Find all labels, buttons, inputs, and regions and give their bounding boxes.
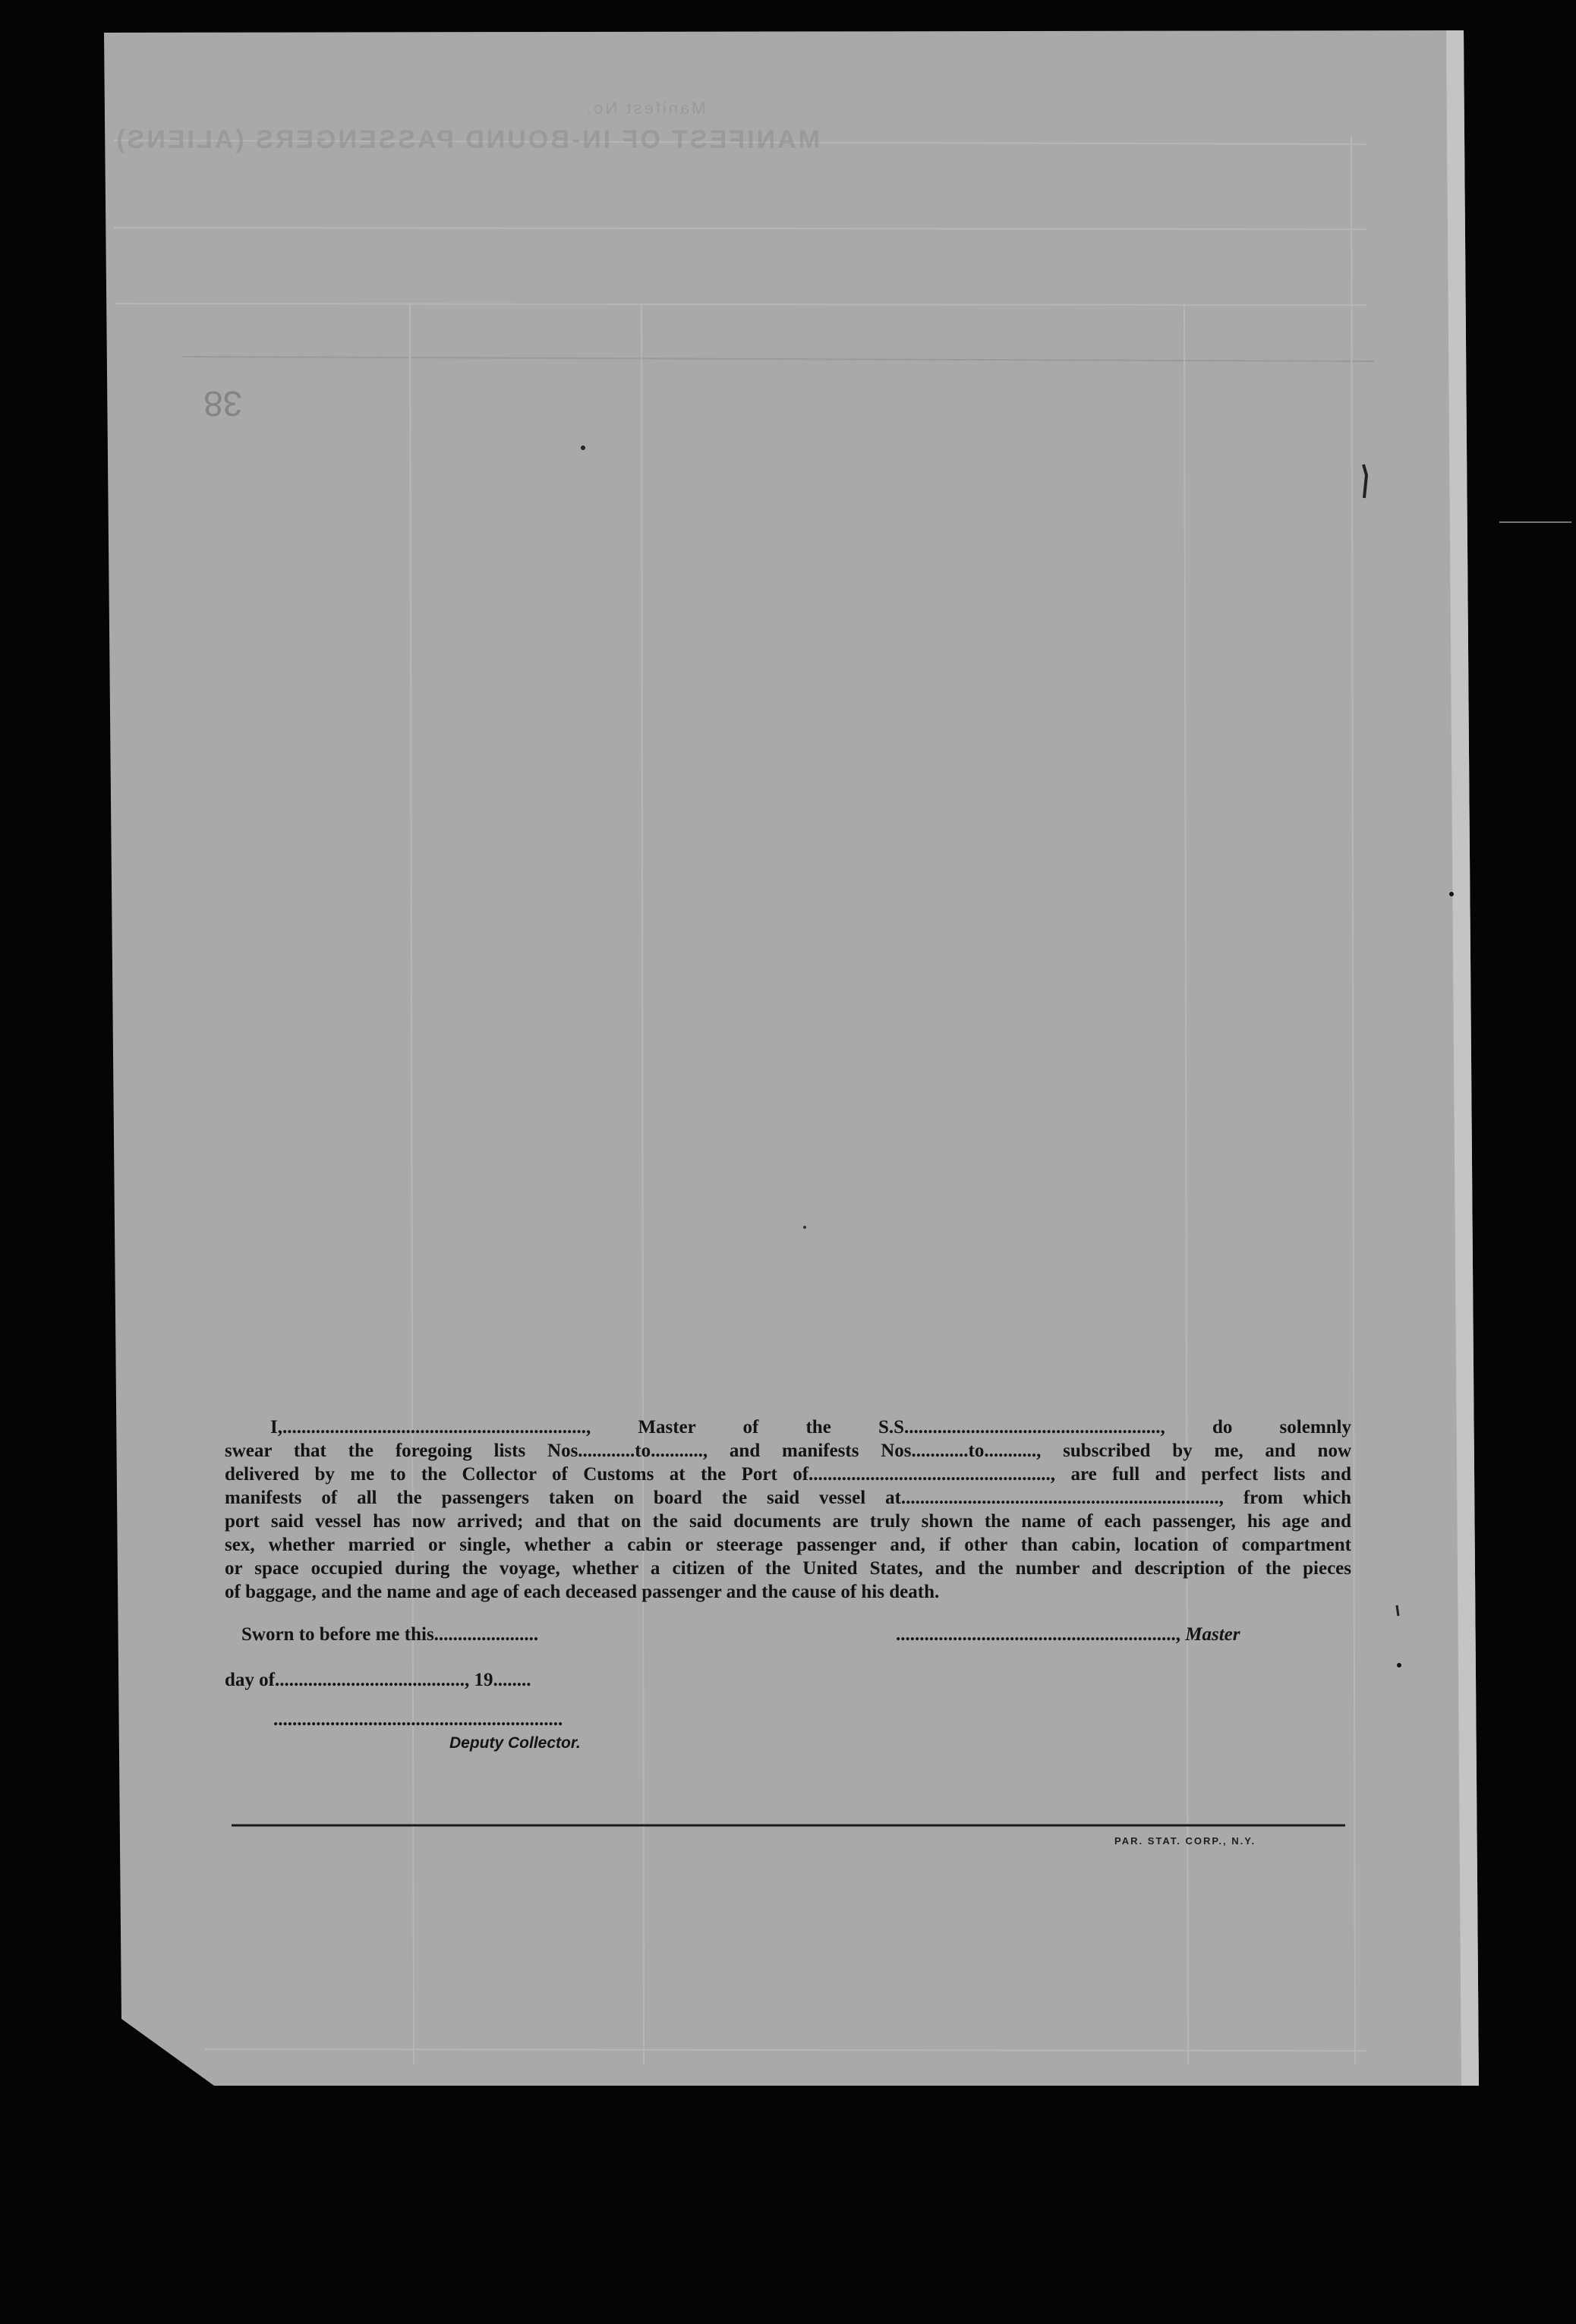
bleed-through-manifest-no: Manifest No. xyxy=(585,99,706,118)
oath-line: I,................................................................, Master of the S.S......................................................, do solemnly xyxy=(270,1417,1351,1438)
master-signature-dots: ..........................................................., xyxy=(896,1624,1180,1645)
oath-line: delivered by me to the Collector of Customs at the Port of..................................................., are full and perfect lists and xyxy=(225,1464,1351,1485)
master-label: Master xyxy=(1185,1624,1240,1645)
oath-line: or space occupied during the voyage, whether a citizen of the United States, and the number and description of the pieces xyxy=(225,1558,1351,1579)
master-signature-line xyxy=(896,1624,1240,1645)
oath-line: port said vessel has now arrived; and that on the said documents are truly shown the name of each passenger, his age and xyxy=(225,1511,1351,1532)
bleed-through-number: 38 xyxy=(203,384,243,424)
oath-line: manifests of all the passengers taken on board the said vessel at..................................................................., from which xyxy=(225,1488,1351,1508)
paper-sheet xyxy=(104,30,1479,2086)
bleed-through-header: MANIFEST OF IN-BOUND PASSENGERS (ALIENS) xyxy=(114,125,820,154)
printer-mark: PAR. STAT. CORP., N.Y. xyxy=(1114,1835,1256,1847)
oath-line: sex, whether married or single, whether a cabin or steerage passenger and, if other than cabin, location of compartment xyxy=(225,1535,1351,1555)
oath-line: of baggage, and the name and age of each deceased passenger and the cause of his death. xyxy=(225,1582,940,1602)
oath-line: swear that the foregoing lists Nos............to..........., and manifests Nos............to..........., subscribed by me, and now xyxy=(225,1441,1351,1461)
sworn-to-line: Sworn to before me this...................... xyxy=(241,1624,539,1645)
deputy-collector-label: Deputy Collector. xyxy=(449,1734,581,1752)
deputy-signature-dots: ............................................................. xyxy=(273,1709,563,1730)
day-of-line: day of........................................, 19........ xyxy=(225,1670,531,1690)
